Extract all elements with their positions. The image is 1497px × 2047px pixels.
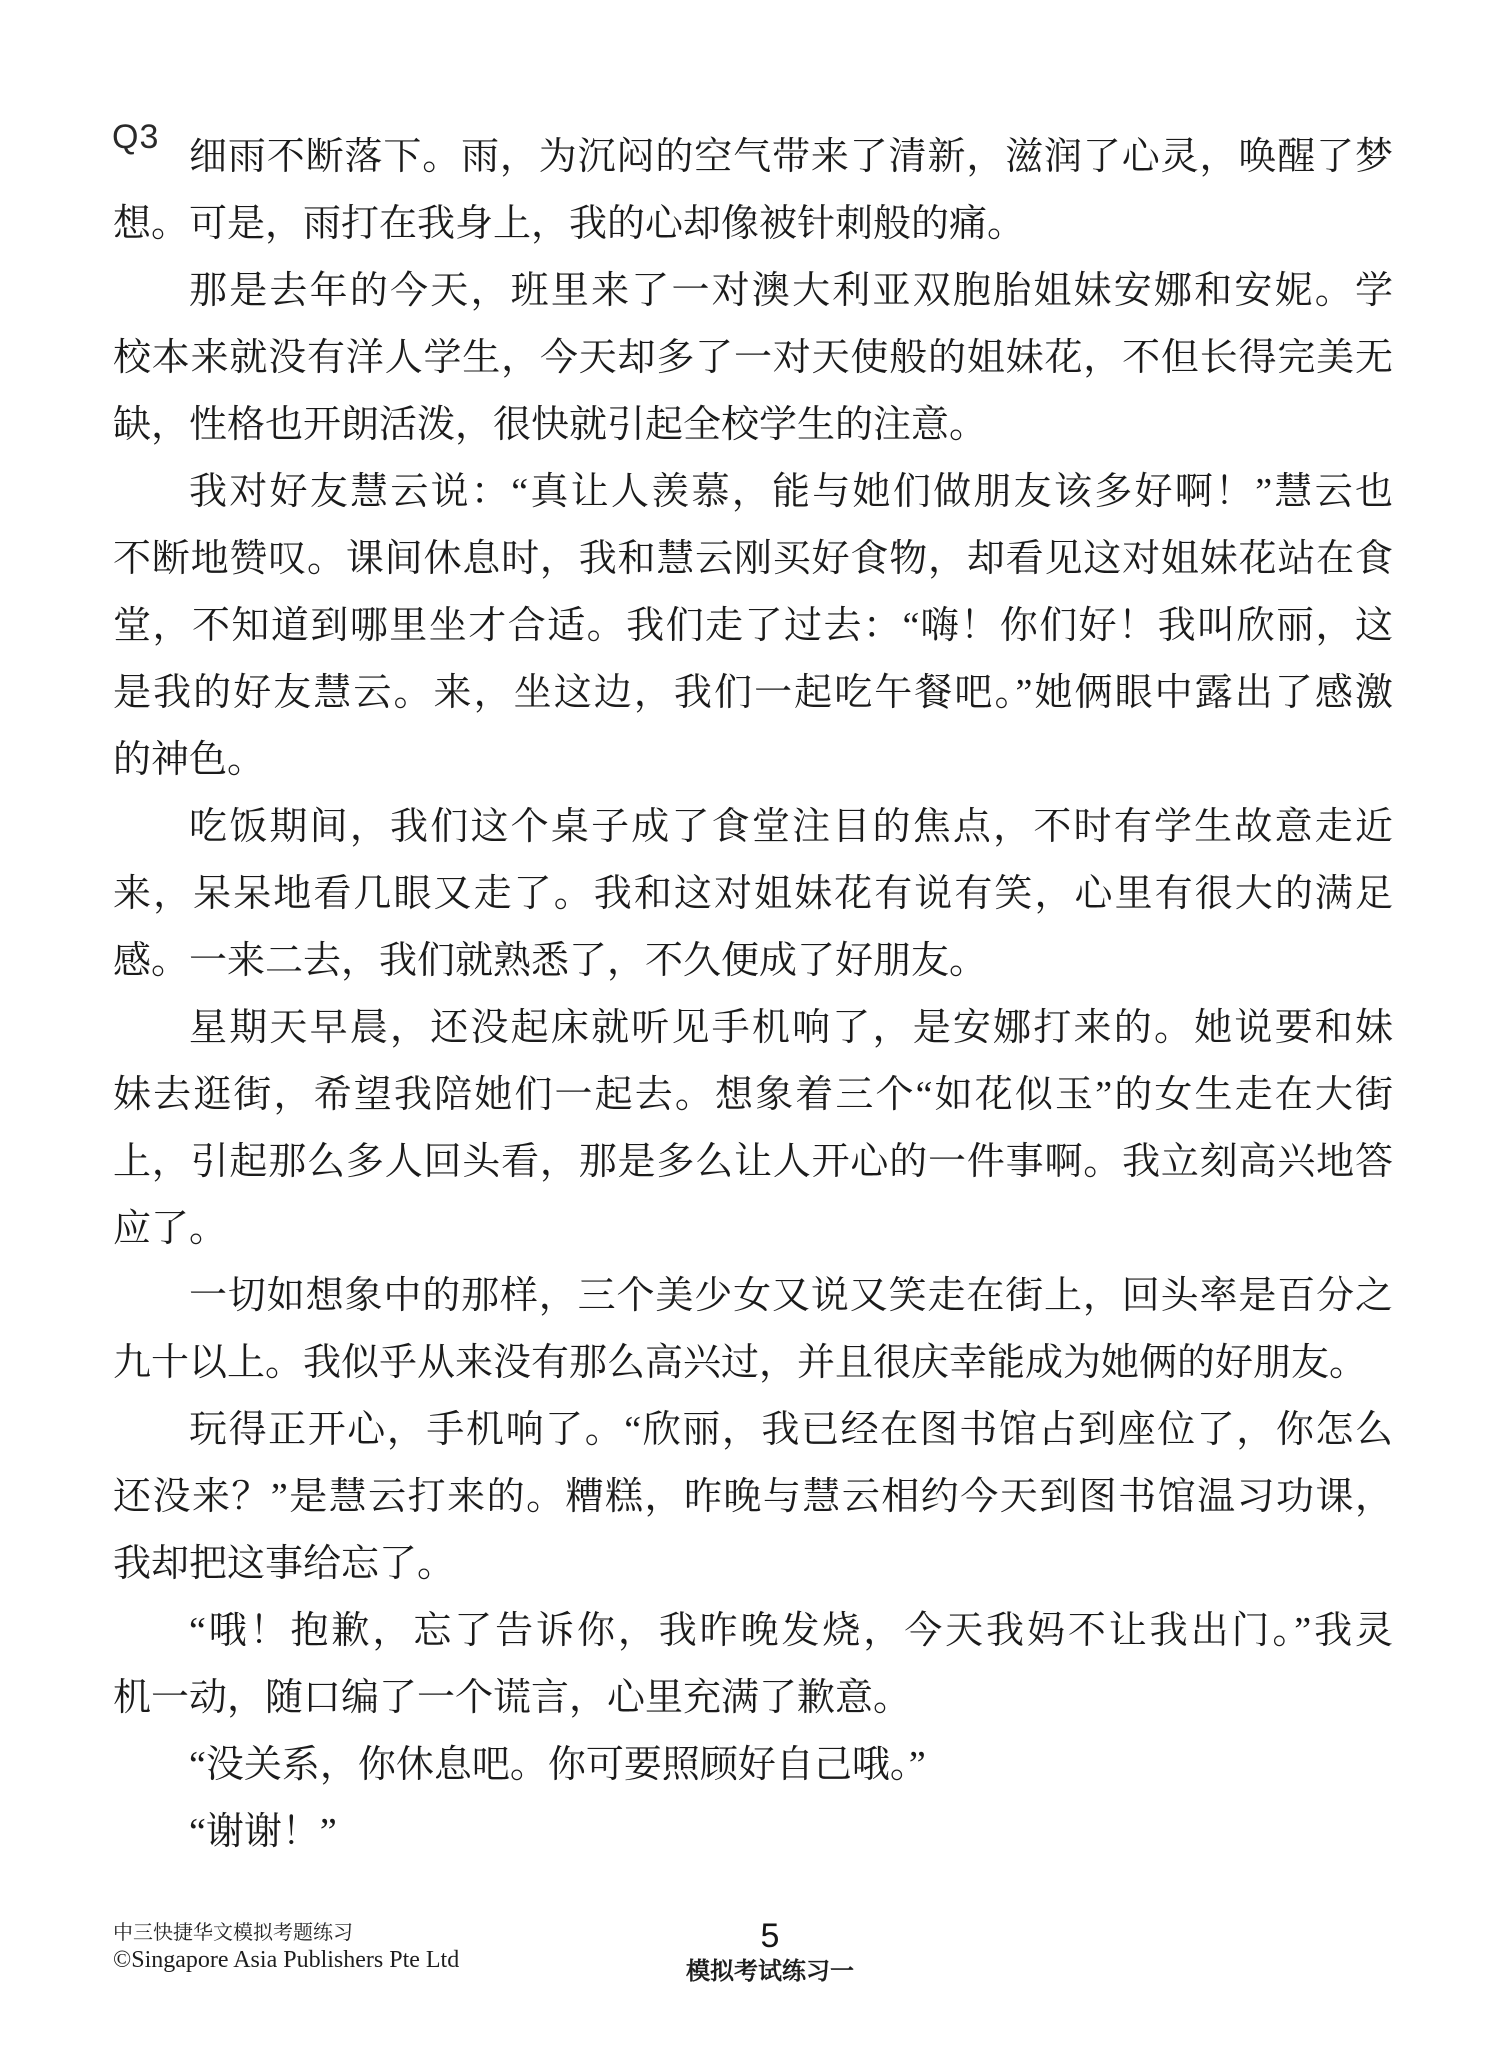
text-line: 玩得正开心，手机响了。“欣丽，我已经在图书馆占到座位了，你怎么: [189, 1409, 1393, 1451]
text-line: 是我的好友慧云。来，坐这边，我们一起吃午餐吧。”她俩眼中露出了感激: [113, 672, 1393, 714]
footer-copyright: ©Singapore Asia Publishers Pte Ltd: [113, 1947, 460, 1973]
text-line: 的神色。: [113, 739, 266, 781]
text-line: 上，引起那么多人回头看，那是多么让人开心的一件事啊。我立刻高兴地答: [113, 1141, 1393, 1183]
text-line: 一切如想象中的那样，三个美少女又说又笑走在街上，回头率是百分之: [189, 1275, 1393, 1317]
text-line: 堂，不知道到哪里坐才合适。我们走了过去：“嗨！你们好！我叫欣丽，这: [113, 605, 1393, 647]
text-line: 星期天早晨，还没起床就听见手机响了，是安娜打来的。她说要和妹: [189, 1007, 1393, 1049]
text-line: 不断地赞叹。课间休息时，我和慧云刚买好食物，却看见这对姐妹花站在食: [113, 538, 1393, 580]
text-line: 应了。: [113, 1208, 228, 1250]
text-line: 想。可是，雨打在我身上，我的心却像被针刺般的痛。: [113, 203, 1026, 245]
text-line: 来，呆呆地看几眼又走了。我和这对姐妹花有说有笑，心里有很大的满足: [113, 873, 1393, 915]
text-line: 细雨不断落下。雨，为沉闷的空气带来了清新，滋润了心灵，唤醒了梦: [189, 136, 1393, 178]
text-line: 机一动，随口编了一个谎言，心里充满了歉意。: [113, 1677, 912, 1719]
text-line: 吃饭期间，我们这个桌子成了食堂注目的焦点，不时有学生故意走近: [189, 806, 1393, 848]
text-line: 我对好友慧云说：“真让人羡慕，能与她们做朋友该多好啊！”慧云也: [189, 471, 1393, 513]
text-line: 那是去年的今天，班里来了一对澳大利亚双胞胎姐妹安娜和安妮。学: [189, 270, 1393, 312]
text-line: “没关系，你休息吧。你可要照顾好自己哦。”: [189, 1744, 926, 1786]
footer-pagination: [130, 1917, 1410, 1987]
text-line: “哦！抱歉，忘了告诉你，我昨晚发烧，今天我妈不让我出门。”我灵: [189, 1610, 1393, 1652]
page-number: 5: [760, 1917, 780, 1955]
text-line: 校本来就没有洋人学生，今天却多了一对天使般的姐妹花，不但长得完美无: [113, 337, 1393, 379]
text-line: 感。一来二去，我们就熟悉了，不久便成了好朋友。: [113, 940, 988, 982]
text-line: “谢谢！”: [189, 1811, 337, 1853]
essay-body: [113, 124, 1393, 1866]
footer-section-title: 模拟考试练习一: [686, 1958, 854, 1985]
text-line: 妹去逛街，希望我陪她们一起去。想象着三个“如花似玉”的女生走在大街: [113, 1074, 1393, 1116]
text-line: 九十以上。我似乎从来没有那么高兴过，并且很庆幸能成为她俩的好朋友。: [113, 1342, 1368, 1384]
footer-series-title: 中三快捷华文模拟考题练习: [113, 1922, 353, 1944]
text-line: 还没来？”是慧云打来的。糟糕，昨晚与慧云相约今天到图书馆温习功课，: [113, 1476, 1393, 1518]
text-line: 我却把这事给忘了。: [113, 1543, 456, 1585]
text-line: 缺，性格也开朗活泼，很快就引起全校学生的注意。: [113, 404, 988, 446]
question-label: Q3: [112, 118, 160, 156]
